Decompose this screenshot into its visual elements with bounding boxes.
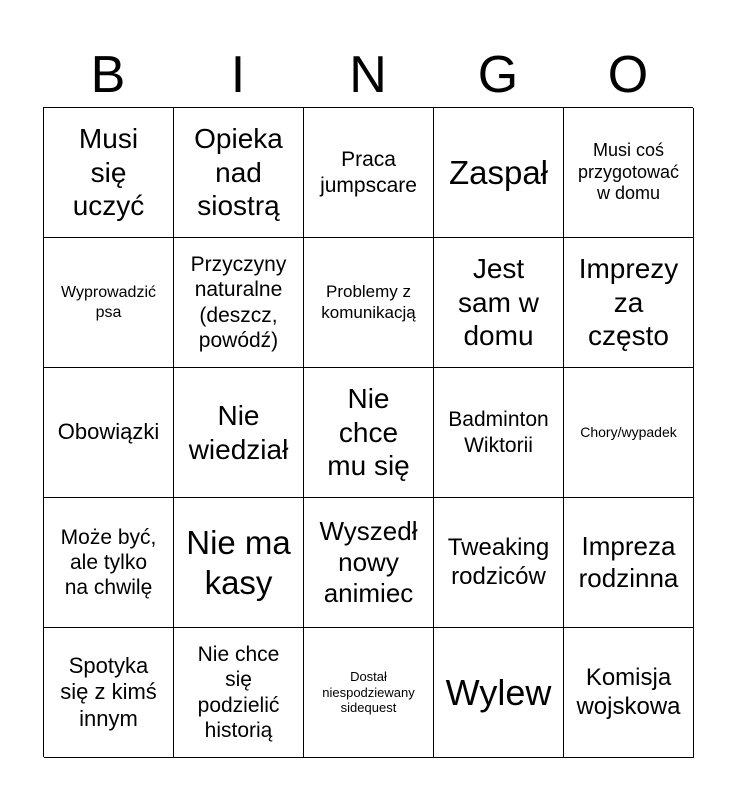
bingo-cell[interactable] [434,498,564,628]
header-letter-b: B [90,46,126,104]
bingo-cell[interactable] [434,238,564,368]
bingo-cell-text: Problemy z komunikacją [321,282,416,322]
bingo-cell[interactable] [304,108,434,238]
bingo-cell[interactable] [434,108,564,238]
bingo-cell[interactable] [44,368,174,498]
bingo-cell[interactable] [44,498,174,628]
bingo-cell[interactable] [564,238,694,368]
bingo-cell-text: Imprezy za często [578,253,679,352]
bingo-cell[interactable] [564,108,694,238]
bingo-cell-text: Komisja wojskowa [576,663,681,720]
bingo-cell[interactable] [174,368,304,498]
bingo-cell-text: Impreza rodzinna [578,531,679,593]
bingo-cell[interactable] [564,498,694,628]
bingo-cell[interactable] [304,498,434,628]
header-letter-o: O [607,46,649,104]
bingo-cell-text: Dostał niespodziewany sidequest [322,669,415,716]
header-letter-i: I [230,46,246,104]
bingo-cell[interactable] [434,368,564,498]
bingo-cell[interactable] [174,628,304,758]
bingo-cell[interactable] [44,628,174,758]
bingo-cell-text: Wylew [445,671,552,713]
bingo-cell-text: Musi się uczyć [72,123,145,222]
bingo-cell[interactable] [564,628,694,758]
bingo-cell[interactable] [304,628,434,758]
bingo-cell[interactable] [304,368,434,498]
bingo-cell-text: Opieka nad siostrą [194,123,283,222]
bingo-cell[interactable] [174,238,304,368]
bingo-cell-text: Tweaking rodziców [447,533,550,590]
bingo-cell[interactable] [564,368,694,498]
bingo-cell-text: Jest sam w domu [458,253,539,352]
bingo-cell-text: Badminton Wiktorii [448,408,549,457]
bingo-cell-text: Może być, ale tylko na chwilę [60,525,157,600]
bingo-cell[interactable] [44,238,174,368]
header-letter-n: N [349,46,387,104]
bingo-cell-text: Nie ma kasy [186,523,291,601]
bingo-cell-text: Praca jumpscare [320,148,417,197]
bingo-cell-text: Spotyka się z kimś innym [60,652,157,731]
bingo-cell[interactable] [434,628,564,758]
bingo-cell-text: Przyczyny naturalne (deszcz, powódź) [190,253,287,352]
bingo-cell[interactable] [44,108,174,238]
bingo-header [43,40,693,110]
bingo-cell-text: Nie wiedział [188,399,289,465]
header-letter-g: G [477,46,519,104]
bingo-cell-text: Musi coś przygotować w domu [577,140,680,204]
bingo-cell-text: Wyszedł nowy animiec [319,515,418,609]
bingo-cell-text: Wyprowadzić psa [61,284,156,321]
bingo-cell[interactable] [304,238,434,368]
bingo-cell[interactable] [174,108,304,238]
bingo-cell-text: Chory/wypadek [580,424,677,441]
bingo-cell-text: Obowiązki [57,419,160,445]
bingo-cell-text: Nie chce się podzielić historią [197,643,280,742]
bingo-cell[interactable] [174,498,304,628]
bingo-board [43,107,693,757]
bingo-cell-text: Zaspał [448,153,549,191]
bingo-cell-text: Nie chce mu się [327,383,410,482]
